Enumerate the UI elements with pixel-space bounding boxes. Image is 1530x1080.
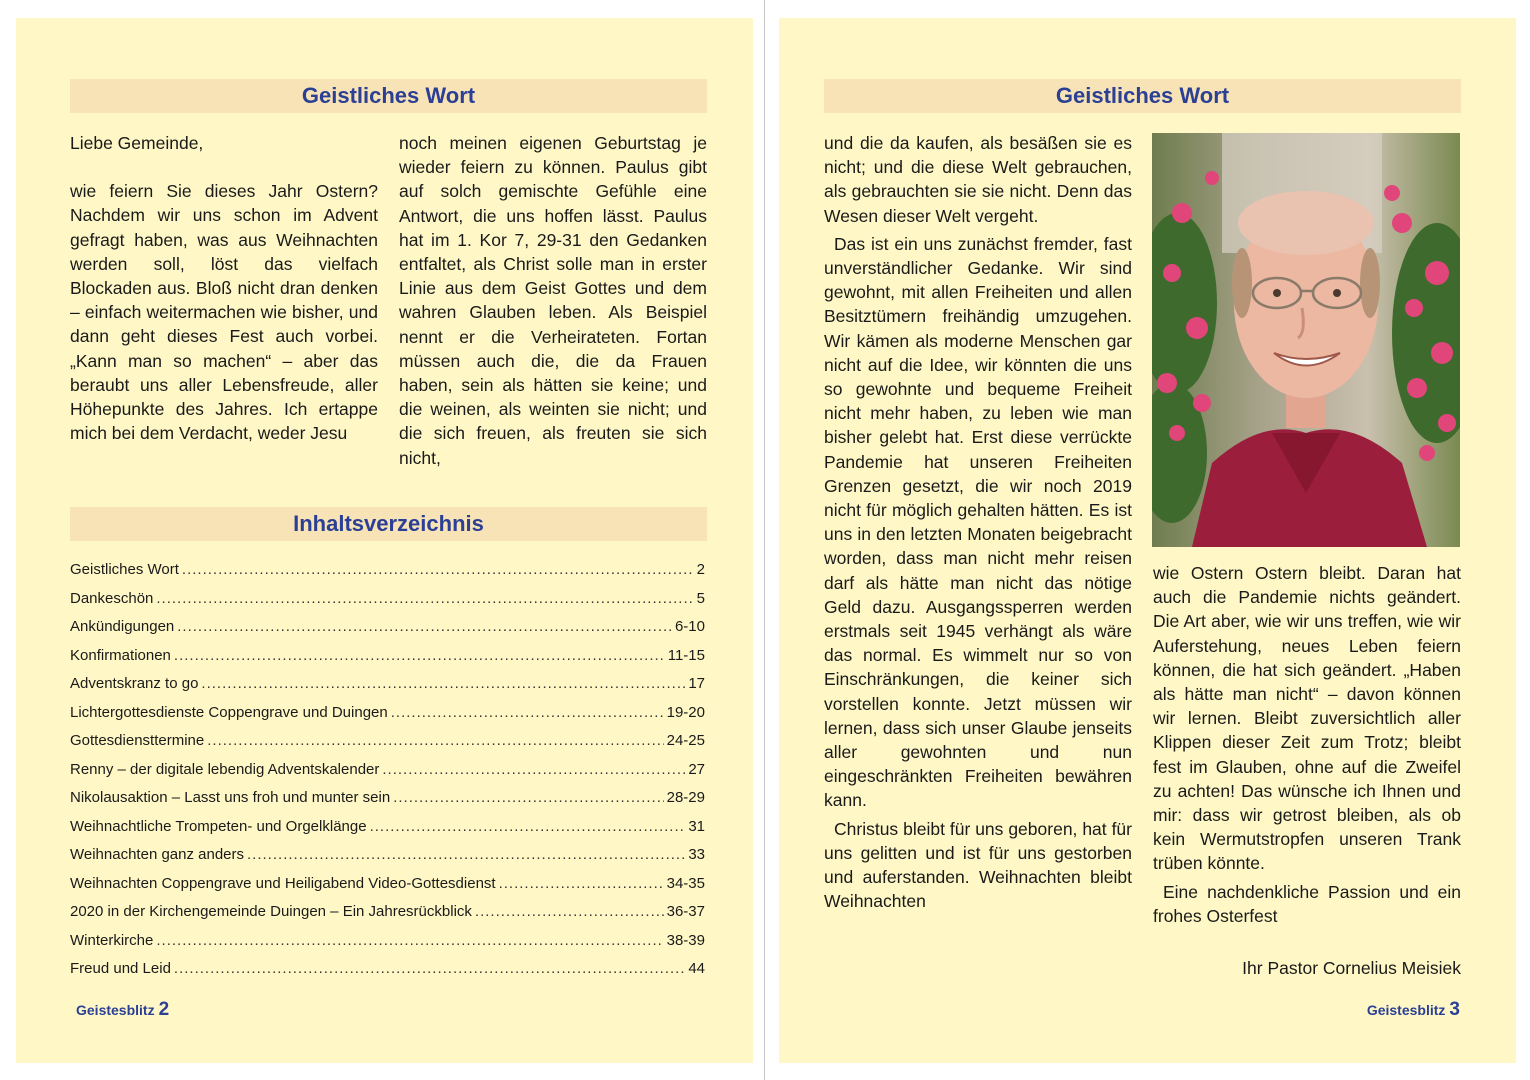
toc-page: 34-35 xyxy=(666,874,705,892)
toc-leader xyxy=(475,903,664,920)
toc-row[interactable] xyxy=(70,789,705,818)
toc-leader xyxy=(201,675,685,692)
toc-page: 19-20 xyxy=(666,703,705,721)
heading-geistliches-wort-right: Geistliches Wort xyxy=(824,79,1461,113)
toc-page: 5 xyxy=(696,589,705,607)
toc-title: Weihnachten Coppengrave und Heiligabend Video-Gottesdienst xyxy=(70,874,496,892)
toc-row[interactable] xyxy=(70,761,705,790)
folio-name: Geistesblitz xyxy=(76,1002,155,1018)
toc-leader xyxy=(156,932,663,949)
toc-page: 27 xyxy=(688,760,705,778)
toc-title: Winterkirche xyxy=(70,931,154,949)
page-left xyxy=(16,18,753,1063)
toc-leader xyxy=(174,647,665,664)
toc-page: 31 xyxy=(688,817,705,835)
toc-title: Weihnachten ganz anders xyxy=(70,846,245,863)
toc-row[interactable] xyxy=(70,732,705,761)
right-col1-paragraph-2: Das ist ein uns zunächst fremder, fast unverständlicher Gedanke. Wir sind gewohnt, mit allen Freiheiten und allen Besitztümern freihändig umzugehen. Wir kämen als moderne Menschen gar nicht auf die Idee, wir könnten die uns so gewohnte und bequeme Freiheit nicht mehr haben, zu leben wie man bisher gelebt hat. Erst diese verrückte Pandemie hat unseren Freiheiten Grenzen gesetzt, die wir noch 2019 nicht für möglich gehalten hätten. Es ist uns in den letzten Monaten beigebracht worden, dass man nicht mehr reisen darf als hätte man nicht das nötige Geld dazu. Ausgangssperren werden erstmals seit 1945 verhängt als wäre das normal. Es wimmelt nur so von Einschränkungen, die keiner sich vorstellen konnte. Jetzt müssen wir lernen, dass sich unser Glaube jenseits aller gewohnten und nun eingeschränkten Freiheiten bewähren kann. xyxy=(824,233,1132,811)
toc-leader xyxy=(156,590,693,607)
toc-row[interactable] xyxy=(70,561,705,590)
toc-leader xyxy=(247,846,685,863)
heading-geistliches-wort-left: Geistliches Wort xyxy=(70,79,707,113)
toc-leader xyxy=(393,789,663,806)
toc-title: Renny – der digitale lebendig Adventskalender xyxy=(70,760,380,778)
toc-page: 36-37 xyxy=(666,903,705,920)
toc-title: Nikolausaktion – Lasst uns froh und munter sein xyxy=(70,789,391,806)
right-col2-paragraph-1: wie Ostern Ostern bleibt. Daran hat auch die Pandemie nichts geändert. Die Art aber, wie wir uns treffen, wie wir Auferstehung, neues Leben feiern können, die hat sich geändert. „Haben als hätte man nicht“ – davon können wir lernen. Bleibt zuversichtlich aller Klippen dieser Zeit zum Trotz; bleibt fest im Glauben, ohne auf die Zweifel zu achten! Das wünsche ich Ihnen und mir: dass wir getrost bleiben, als ob kein Wermutstropfen unseren Trank trüben könnte. xyxy=(1153,563,1461,874)
toc-row[interactable] xyxy=(70,932,705,961)
signature: Ihr Pastor Cornelius Meisiek xyxy=(1242,958,1461,978)
right-column-2 xyxy=(1153,561,1461,928)
toc-page: 11-15 xyxy=(667,646,705,664)
toc-page: 33 xyxy=(688,846,705,863)
right-col1-paragraph-3: Christus bleibt für uns geboren, hat für uns gelitten und ist für uns gestorben und auferstanden. Weihnachten bleibt Weihnachten xyxy=(824,818,1132,912)
right-col1-paragraph-1: und die da kaufen, als besäßen sie es nicht; und die diese Welt gebrauchen, als gebrauchten sie sie nicht. Denn das Wesen dieser Welt vergeht. xyxy=(824,133,1132,226)
left-col1-paragraph: wie feiern Sie dieses Jahr Ostern? Nachdem wir uns schon im Advent gefragt haben, was aus Weihnachten werden soll, löst das vielfach Blockaden aus. Bloß nicht dran denken – einfach weitermachen wie bisher, und dann geht dieses Fest auch vorbei. „Kann man so machen“ – aber das beraubt uns aller Lebensfreude, aller Höhepunkte des Jahres. Ich ertappe mich bei dem Verdacht, weder Jesu xyxy=(70,181,378,444)
toc-row[interactable] xyxy=(70,618,705,647)
page-number: 3 xyxy=(1449,999,1460,1020)
greeting: Liebe Gemeinde, xyxy=(70,133,204,153)
toc-row[interactable] xyxy=(70,818,705,847)
toc-row[interactable] xyxy=(70,846,705,875)
page-gutter-line xyxy=(764,0,765,1080)
toc-page: 17 xyxy=(688,675,705,692)
toc-page: 38-39 xyxy=(666,931,705,949)
page-right xyxy=(779,18,1516,1063)
toc-leader xyxy=(382,761,685,778)
folio-left xyxy=(76,999,169,1021)
pastor-portrait-photo xyxy=(1152,133,1460,547)
toc-title: Konfirmationen xyxy=(70,646,171,664)
folio-right xyxy=(1367,999,1460,1021)
toc-row[interactable] xyxy=(70,960,705,989)
toc-title: Dankeschön xyxy=(70,589,154,607)
toc-page: 2 xyxy=(696,561,705,578)
toc-title: Lichtergottesdienste Coppengrave und Duingen xyxy=(70,703,388,721)
left-column-2 xyxy=(399,131,707,470)
toc-title: Geistliches Wort xyxy=(70,561,179,578)
toc-title: Gottesdiensttermine xyxy=(70,732,205,749)
toc-row[interactable] xyxy=(70,675,705,704)
toc-row[interactable] xyxy=(70,875,705,904)
table-of-contents xyxy=(70,561,705,989)
toc-leader xyxy=(182,561,694,578)
toc-leader xyxy=(177,618,672,635)
toc-title: Adventskranz to go xyxy=(70,675,199,692)
left-column-1 xyxy=(70,131,378,445)
toc-row[interactable] xyxy=(70,903,705,932)
toc-row[interactable] xyxy=(70,704,705,733)
toc-row[interactable] xyxy=(70,647,705,676)
right-col2-paragraph-2: Eine nachdenkliche Passion und ein frohes Osterfest xyxy=(1153,881,1461,926)
toc-title: Freud und Leid xyxy=(70,960,171,977)
right-column-1 xyxy=(824,131,1132,914)
toc-leader xyxy=(207,732,663,749)
page-number: 2 xyxy=(158,999,170,1020)
toc-page: 6-10 xyxy=(674,618,705,635)
heading-inhaltsverzeichnis: Inhaltsverzeichnis xyxy=(70,507,707,541)
toc-title: 2020 in der Kirchengemeinde Duingen – Ein Jahresrückblick xyxy=(70,903,472,920)
toc-title: Ankündigungen xyxy=(70,618,175,635)
left-col2-paragraph: noch meinen eigenen Geburtstag je wieder feiern zu können. Paulus gibt auf solch gemischte Gefühle eine Antwort, die uns hoffen lässt. Paulus hat im 1. Kor 7, 29-31 den Gedanken entfaltet, als Christ solle man in erster Linie aus dem Geist Gottes und dem wahren Glauben leben. Als Beispiel nennt er die Verheirateten. Fortan müssen auch die, die da Frauen haben, sein als hätten sie keine; und die weinen, als weinten sie nicht; und die sich freuen, als freuten sie sich nicht, xyxy=(399,133,707,468)
toc-leader xyxy=(499,875,664,892)
toc-leader xyxy=(391,704,664,721)
folio-name: Geistesblitz xyxy=(1366,1002,1446,1018)
toc-leader xyxy=(174,960,685,977)
toc-leader xyxy=(370,818,686,835)
toc-page: 44 xyxy=(688,960,705,977)
toc-page: 24-25 xyxy=(666,732,705,749)
toc-page: 28-29 xyxy=(666,789,705,806)
toc-row[interactable] xyxy=(70,590,705,619)
toc-title: Weihnachtliche Trompeten- und Orgelklänge xyxy=(70,817,367,835)
